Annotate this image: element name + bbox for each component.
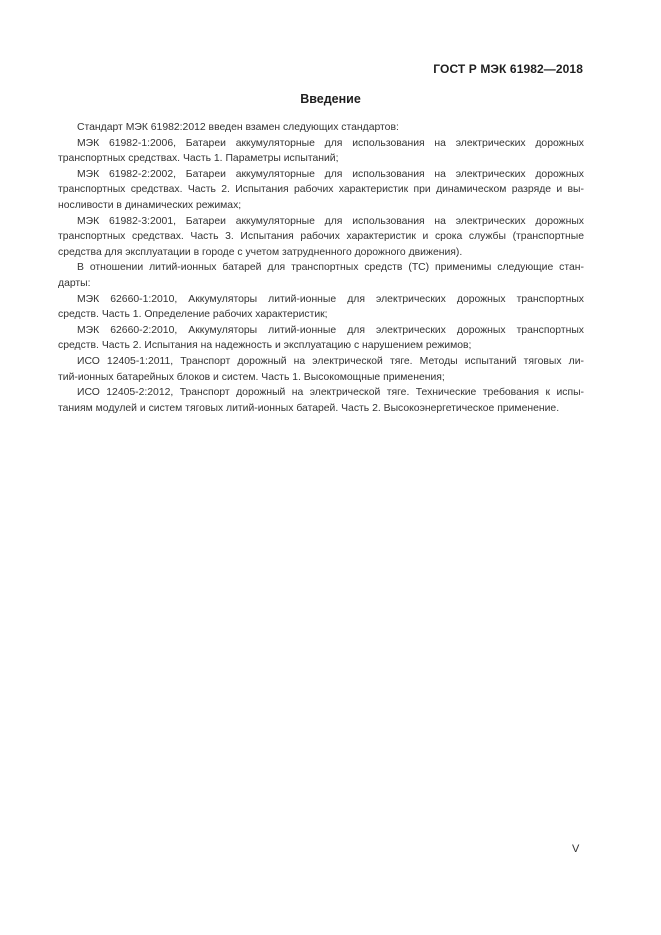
paragraph-iec-62660-2 bbox=[58, 323, 584, 354]
body-text bbox=[58, 120, 584, 416]
text-line: таниям модулей и систем тяговых литий-ионных батарей. Часть 2. Высокоэнергетическое применение. bbox=[58, 402, 560, 414]
text-line: тий-ионных батарейных блоков и систем. Часть 1. Высокомощные применения; bbox=[58, 371, 445, 383]
text-line: МЭК 62660-1:2010, Аккумуляторы литий-ионные для электрических дорожных транспортных bbox=[77, 293, 584, 305]
page-number: V bbox=[572, 843, 580, 855]
text-line: транспортных средствах. Часть 2. Испытания рабочих характеристик при динамическом разряде и вы- bbox=[58, 184, 584, 196]
text-line: ИСО 12405-1:2011, Транспорт дорожный на электрической тяге. Методы испытаний тяговых ли- bbox=[77, 355, 584, 367]
text-line: дарты: bbox=[58, 277, 91, 289]
text-line: носливости в динамических режимах; bbox=[58, 199, 242, 211]
text-line: МЭК 61982-2:2002, Батареи аккумуляторные для использования на электрических дорожных bbox=[77, 168, 584, 180]
section-title: Введение bbox=[300, 92, 361, 106]
text-line: средства для эксплуатации в городе с учетом затрудненного дорожного движения). bbox=[58, 246, 463, 258]
paragraph-iso-12405-2 bbox=[58, 385, 584, 416]
text-line: МЭК 61982-3:2001, Батареи аккумуляторные для использования на электрических дорожных bbox=[77, 215, 584, 227]
text-line: транспортных средствах. Часть 3. Испытания рабочих характеристик и срока службы (транспортные bbox=[58, 231, 584, 243]
paragraph-iec-62660-1 bbox=[58, 292, 584, 323]
text-line: МЭК 61982-1:2006, Батареи аккумуляторные для использования на электрических дорожных bbox=[77, 137, 584, 149]
text-line: МЭК 62660-2:2010, Аккумуляторы литий-ионные для электрических дорожных транспортных bbox=[77, 324, 584, 336]
standard-code-header: ГОСТ Р МЭК 61982—2018 bbox=[433, 62, 583, 76]
text-line: средств. Часть 1. Определение рабочих характеристик; bbox=[58, 309, 328, 321]
paragraph-iec-61982-1 bbox=[58, 136, 584, 167]
text-line: В отношении литий-ионных батарей для транспортных средств (ТС) применимы следующие стан- bbox=[77, 262, 584, 274]
paragraph-intro bbox=[58, 120, 584, 136]
text-line: средств. Часть 2. Испытания на надежность и эксплуатацию с нарушением режимов; bbox=[58, 340, 472, 352]
paragraph-iec-61982-3 bbox=[58, 214, 584, 261]
text-line: Стандарт МЭК 61982:2012 введен взамен следующих стандартов: bbox=[77, 122, 399, 133]
paragraph-li-ion-standards-intro bbox=[58, 260, 584, 291]
text-line: транспортных средствах. Часть 1. Параметры испытаний; bbox=[58, 153, 339, 165]
paragraph-iec-61982-2 bbox=[58, 167, 584, 214]
paragraph-iso-12405-1 bbox=[58, 354, 584, 385]
text-line: ИСО 12405-2:2012, Транспорт дорожный на электрической тяге. Технические требования к испы- bbox=[77, 387, 584, 399]
